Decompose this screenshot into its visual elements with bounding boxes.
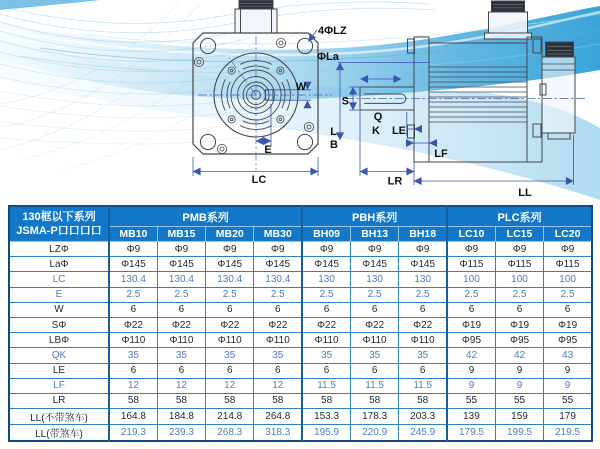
spec-cell: 58 [157, 393, 205, 408]
spec-cell: Φ9 [350, 242, 398, 257]
model-header-mb20: MB20 [206, 227, 254, 242]
spec-cell: 58 [302, 393, 350, 408]
spec-cell: 35 [157, 348, 205, 363]
table-row [9, 333, 592, 348]
spec-cell: Φ9 [544, 242, 592, 257]
label-ll: LL [518, 187, 532, 199]
spec-table [8, 205, 593, 442]
spec-cell: 130.4 [254, 272, 302, 287]
spec-cell: Φ145 [399, 257, 447, 272]
spec-cell: 130 [350, 272, 398, 287]
spec-cell: 42 [495, 348, 543, 363]
spec-cell: Φ22 [254, 317, 302, 332]
model-header-lc10: LC10 [447, 227, 495, 242]
series-header-cell [9, 206, 109, 242]
spec-cell: 2.5 [399, 287, 447, 302]
row-label: LF [9, 378, 109, 393]
spec-cell: 9 [495, 363, 543, 378]
spec-cell: 179 [544, 409, 592, 425]
table-row [9, 257, 592, 272]
spec-cell: Φ145 [109, 257, 157, 272]
spec-cell: Φ22 [206, 317, 254, 332]
spec-cell: 6 [206, 363, 254, 378]
spec-cell: 130 [399, 272, 447, 287]
rear-connector-body [542, 57, 575, 133]
spec-cell: 9 [544, 378, 592, 393]
spec-cell: 9 [544, 363, 592, 378]
label-s: S [341, 95, 349, 108]
spec-cell: 58 [254, 393, 302, 408]
spec-cell: Φ145 [350, 257, 398, 272]
spec-cell: 2.5 [157, 287, 205, 302]
spec-cell: 11.5 [350, 378, 398, 393]
spec-cell: 268.3 [206, 425, 254, 442]
spec-cell: 239.3 [157, 425, 205, 442]
model-header-bh13: BH13 [350, 227, 398, 242]
mounting-hole [200, 134, 215, 149]
table-row [9, 348, 592, 363]
group-header-pbh: PBH系列 [302, 206, 447, 227]
spec-cell: 12 [254, 378, 302, 393]
spec-cell: 159 [495, 409, 543, 425]
model-header-mb15: MB15 [157, 227, 205, 242]
side-connector-body [489, 12, 528, 33]
model-header-mb30: MB30 [254, 227, 302, 242]
row-label: LBΦ [9, 333, 109, 348]
series-header-line2: JSMA-P口口口口 [16, 225, 102, 237]
technical-drawing-canvas [0, 0, 600, 205]
spec-cell: 6 [544, 302, 592, 317]
spec-cell: 12 [157, 378, 205, 393]
table-row [9, 302, 592, 317]
spec-cell: Φ110 [254, 333, 302, 348]
table-row [9, 272, 592, 287]
spec-cell: 6 [254, 363, 302, 378]
table-row [9, 287, 592, 302]
label-le: LE [391, 125, 406, 137]
row-label: LE [9, 363, 109, 378]
spec-cell: Φ9 [157, 242, 205, 257]
spec-cell: 139 [447, 409, 495, 425]
spec-cell: 130 [302, 272, 350, 287]
spec-cell: Φ9 [109, 242, 157, 257]
spec-cell: 2.5 [109, 287, 157, 302]
spec-cell: 178.3 [350, 409, 398, 425]
spec-cell: 219.5 [544, 425, 592, 442]
spec-cell: 203.3 [399, 409, 447, 425]
spec-cell: 214.8 [206, 409, 254, 425]
row-label: LaΦ [9, 257, 109, 272]
spec-cell: Φ145 [254, 257, 302, 272]
spec-cell: 6 [302, 363, 350, 378]
spec-cell: 35 [350, 348, 398, 363]
spec-cell: Φ22 [399, 317, 447, 332]
spec-cell: 2.5 [447, 287, 495, 302]
spec-cell: 100 [544, 272, 592, 287]
spec-cell: 55 [495, 393, 543, 408]
spec-cell: 6 [447, 302, 495, 317]
spec-cell: 2.5 [350, 287, 398, 302]
spec-cell: Φ9 [206, 242, 254, 257]
spec-cell: 6 [350, 363, 398, 378]
row-label: LC [9, 272, 109, 287]
spec-cell: 35 [206, 348, 254, 363]
spec-cell: Φ110 [157, 333, 205, 348]
side-connector-base [485, 33, 532, 39]
spec-cell: 195.9 [302, 425, 350, 442]
rear-connector-cap [546, 42, 574, 57]
row-label: LZΦ [9, 242, 109, 257]
spec-cell: 164.8 [109, 409, 157, 425]
spec-cell: 6 [399, 302, 447, 317]
label-l: L [330, 126, 337, 138]
table-row [9, 363, 592, 378]
row-label: LL(不带煞车) [9, 409, 109, 425]
label-lc: LC [251, 174, 267, 186]
spec-cell: Φ110 [206, 333, 254, 348]
label-4philz: 4ΦLZ [318, 25, 347, 37]
spec-cell: Φ145 [302, 257, 350, 272]
spec-cell: 130.4 [206, 272, 254, 287]
spec-cell: 130.4 [157, 272, 205, 287]
series-header-line1: 130框以下系列 [22, 210, 96, 223]
spec-cell: Φ22 [350, 317, 398, 332]
spec-cell: 6 [399, 363, 447, 378]
front-connector-body [235, 9, 277, 33]
row-label: E [9, 287, 109, 302]
spec-cell: Φ115 [447, 257, 495, 272]
spec-cell: 6 [109, 363, 157, 378]
spec-cell: Φ22 [109, 317, 157, 332]
table-row [9, 378, 592, 393]
spec-cell: Φ9 [254, 242, 302, 257]
spec-cell: Φ145 [206, 257, 254, 272]
spec-cell: 9 [447, 363, 495, 378]
spec-cell: 6 [350, 302, 398, 317]
spec-cell: 12 [206, 378, 254, 393]
spec-cell: Φ115 [495, 257, 543, 272]
spec-cell: 130.4 [109, 272, 157, 287]
spec-cell: 220.9 [350, 425, 398, 442]
spec-cell: Φ19 [544, 317, 592, 332]
model-header-lc15: LC15 [495, 227, 543, 242]
spec-cell: 219.3 [109, 425, 157, 442]
group-header-pmb: PMB系列 [109, 206, 302, 227]
spec-cell: 2.5 [254, 287, 302, 302]
label-lf: LF [434, 148, 448, 160]
table-row [9, 409, 592, 425]
label-w: W [295, 81, 307, 93]
spec-cell: Φ110 [109, 333, 157, 348]
model-header-lc20: LC20 [544, 227, 592, 242]
row-label: LL(带煞车) [9, 425, 109, 442]
spec-cell: 2.5 [495, 287, 543, 302]
label-q: Q [373, 111, 383, 123]
spec-cell: Φ9 [495, 242, 543, 257]
spec-cell: Φ22 [157, 317, 205, 332]
spec-cell: 35 [399, 348, 447, 363]
spec-cell: 9 [495, 378, 543, 393]
spec-cell: Φ110 [399, 333, 447, 348]
spec-cell: 42 [447, 348, 495, 363]
spec-cell: 6 [206, 302, 254, 317]
table-row [9, 393, 592, 408]
spec-cell: 58 [109, 393, 157, 408]
spec-cell: 9 [447, 378, 495, 393]
spec-cell: 2.5 [302, 287, 350, 302]
spec-cell: Φ9 [302, 242, 350, 257]
spec-cell: 35 [109, 348, 157, 363]
model-header-bh18: BH18 [399, 227, 447, 242]
table-row [9, 425, 592, 442]
spec-cell: 35 [254, 348, 302, 363]
spec-cell: 55 [447, 393, 495, 408]
spec-cell: 12 [109, 378, 157, 393]
spec-cell: 6 [254, 302, 302, 317]
label-lr: LR [387, 175, 403, 188]
row-label: LR [9, 393, 109, 408]
spec-cell: 6 [157, 363, 205, 378]
spec-cell: Φ95 [495, 333, 543, 348]
spec-cell: Φ22 [302, 317, 350, 332]
spec-cell: 35 [302, 348, 350, 363]
spec-cell: 264.8 [254, 409, 302, 425]
mounting-hole [297, 134, 312, 149]
label-k: K [372, 125, 380, 137]
spec-cell: 245.9 [399, 425, 447, 442]
front-connector-cap [239, 1, 273, 10]
spec-cell: Φ110 [350, 333, 398, 348]
spec-cell: 318.3 [254, 425, 302, 442]
spec-cell: Φ95 [544, 333, 592, 348]
group-header-plc: PLC系列 [447, 206, 592, 227]
spec-cell: 199.5 [495, 425, 543, 442]
side-connector-cap [492, 1, 525, 12]
row-label: W [9, 302, 109, 317]
row-label: QK [9, 348, 109, 363]
spec-cell: 100 [495, 272, 543, 287]
spec-cell: Φ115 [544, 257, 592, 272]
spec-cell: 6 [157, 302, 205, 317]
row-label: SΦ [9, 317, 109, 332]
spec-cell: Φ19 [447, 317, 495, 332]
spec-cell: 100 [447, 272, 495, 287]
spec-cell: 6 [495, 302, 543, 317]
label-phila: ΦLa [317, 51, 339, 63]
spec-cell: Φ9 [399, 242, 447, 257]
label-e: E [264, 144, 272, 156]
spec-cell: 184.8 [157, 409, 205, 425]
spec-cell: 179.5 [447, 425, 495, 442]
spec-cell: 6 [109, 302, 157, 317]
spec-cell: Φ145 [157, 257, 205, 272]
table-row [9, 242, 592, 257]
spec-cell: Φ9 [447, 242, 495, 257]
spec-cell: 58 [399, 393, 447, 408]
spec-cell: 11.5 [302, 378, 350, 393]
spec-cell: 153.3 [302, 409, 350, 425]
model-header-bh09: BH09 [302, 227, 350, 242]
spec-cell: 58 [206, 393, 254, 408]
spec-cell: 58 [350, 393, 398, 408]
spec-cell: 11.5 [399, 378, 447, 393]
spec-cell: 6 [302, 302, 350, 317]
spec-cell: 55 [544, 393, 592, 408]
spec-cell: Φ95 [447, 333, 495, 348]
label-b: B [330, 139, 338, 151]
spec-cell: 2.5 [544, 287, 592, 302]
spec-cell: 43 [544, 348, 592, 363]
spec-cell: Φ19 [495, 317, 543, 332]
spec-cell: Φ110 [302, 333, 350, 348]
table-row [9, 317, 592, 332]
spec-cell: 2.5 [206, 287, 254, 302]
model-header-mb10: MB10 [109, 227, 157, 242]
